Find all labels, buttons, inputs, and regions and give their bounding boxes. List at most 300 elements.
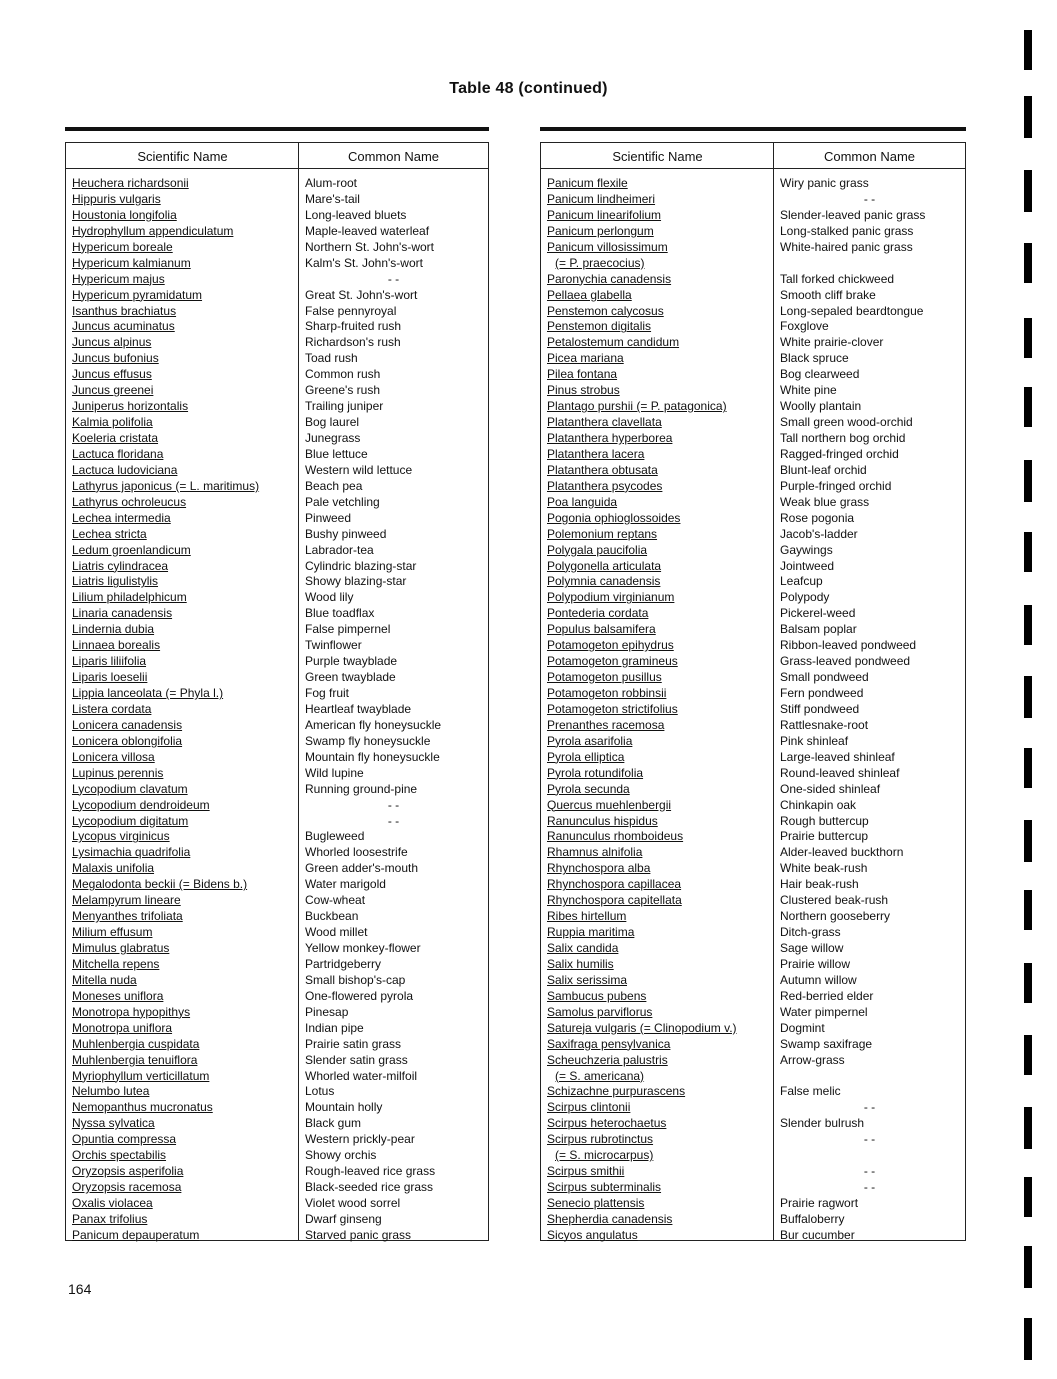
common-name-cell: - -	[863, 191, 876, 206]
common-name-cell: Gaywings	[780, 542, 833, 557]
common-name-cell: Bushy pinweed	[305, 526, 387, 541]
scientific-name-cell: Linnaea borealis	[72, 638, 161, 653]
registration-mark	[1024, 170, 1032, 212]
table-row	[66, 463, 488, 479]
table-row	[66, 622, 488, 638]
table-row	[66, 527, 488, 543]
table-row	[541, 351, 965, 367]
scientific-name-cell: Ranunculus hispidus	[547, 813, 658, 828]
table-row	[66, 654, 488, 670]
scientific-name-cell: Rhynchospora capillacea	[547, 877, 682, 892]
common-name-cell: Water pimpernel	[780, 1004, 868, 1019]
scientific-name-cell: Lycopodium clavatum	[72, 781, 188, 796]
common-name-cell: Woolly plantain	[780, 399, 862, 414]
common-name-cell: Wood lily	[305, 590, 354, 605]
table-row	[541, 1100, 965, 1116]
scientific-name-cell: Scheuchzeria palustris	[547, 1052, 668, 1067]
common-name-cell: Pink shinleaf	[780, 733, 849, 748]
table-row	[66, 1069, 488, 1085]
table-row	[541, 718, 965, 734]
common-name-cell: - -	[863, 1164, 876, 1179]
table-row	[541, 606, 965, 622]
scientific-name-cell: Platanthera lacera	[547, 446, 645, 461]
table-row	[541, 957, 965, 973]
common-name-cell: Beach pea	[305, 478, 363, 493]
table-row	[541, 272, 965, 288]
common-name-cell: Twinflower	[305, 638, 362, 653]
common-name-cell: Running ground-pine	[305, 781, 418, 796]
common-name-cell: - -	[387, 271, 400, 286]
registration-mark	[1024, 532, 1032, 572]
scientific-name-cell: Liparis loeselii	[72, 670, 148, 685]
scientific-name-cell: Juncus effusus	[72, 367, 152, 382]
common-name-cell: Common rush	[305, 367, 381, 382]
common-name-cell: Tall northern bog orchid	[780, 431, 906, 445]
scientific-name-cell: Panicum flexile	[547, 176, 628, 190]
table-row	[541, 766, 965, 782]
registration-mark	[1024, 820, 1032, 862]
scientific-name-cell: Melampyrum lineare	[72, 893, 181, 908]
table-row	[541, 861, 965, 877]
common-name-cell: Pinweed	[305, 510, 352, 525]
column-header-scientific-name: Scientific Name	[612, 149, 703, 164]
scientific-name-cell: Pyrola secunda	[547, 781, 630, 796]
scientific-name-cell: Penstemon calycosus	[547, 303, 664, 318]
common-name-cell: Western wild lettuce	[305, 462, 413, 477]
table-row	[541, 798, 965, 814]
common-name-cell: Starved panic grass	[305, 1227, 412, 1242]
common-name-cell: Chinkapin oak	[780, 797, 857, 812]
common-name-cell: Bog clearweed	[780, 367, 860, 382]
common-name-cell: Green twayblade	[305, 670, 396, 685]
scientific-name-cell: Monotropa uniflora	[72, 1020, 173, 1035]
scientific-name-cell: Scirpus clintonii	[547, 1100, 631, 1115]
table-row	[66, 1037, 488, 1053]
table-row	[541, 479, 965, 495]
common-name-cell: Purple twayblade	[305, 654, 398, 669]
scientific-name-cell: Lonicera villosa	[72, 749, 155, 764]
common-name-cell: Pickerel-weed	[780, 606, 856, 621]
scientific-name-cell: Lactuca ludoviciana	[72, 462, 178, 477]
table-row	[541, 1021, 965, 1037]
common-name-cell: Long-leaved bluets	[305, 207, 407, 222]
common-name-cell: False pennyroyal	[305, 303, 397, 318]
common-name-cell: Partridgeberry	[305, 956, 382, 971]
table-row	[66, 288, 488, 304]
common-name-cell: Autumn willow	[780, 972, 857, 987]
common-name-cell: Small bishop's-cap	[305, 972, 406, 987]
scientific-name-cell: Ledum groenlandicum	[72, 542, 191, 557]
common-name-cell: Richardson's rush	[305, 335, 401, 350]
common-name-cell: Black gum	[305, 1116, 362, 1131]
common-name-cell: American fly honeysuckle	[305, 717, 442, 732]
common-name-cell: Blue lettuce	[305, 446, 368, 461]
table-row	[66, 1164, 488, 1180]
scientific-name-cell: Lonicera canadensis	[72, 717, 183, 732]
table-row	[66, 670, 488, 686]
table-row	[541, 559, 965, 575]
scientific-name-cell: Pellaea glabella	[547, 287, 632, 302]
scientific-name-cell: Scirpus rubrotinctus	[547, 1132, 654, 1147]
common-name-cell: Small green wood-orchid	[780, 415, 913, 430]
table-row	[541, 1037, 965, 1053]
registration-mark	[1024, 318, 1032, 358]
registration-mark	[1024, 1177, 1032, 1217]
scientific-name-cell: Lysimachia quadrifolia	[72, 845, 191, 860]
scientific-name-cell: Milium effusum	[72, 925, 153, 940]
common-name-cell: - -	[387, 797, 400, 812]
common-name-cell: Bur cucumber	[780, 1227, 855, 1242]
common-name-cell: Grass-leaved pondweed	[780, 654, 911, 669]
table-row	[66, 192, 488, 208]
common-name-cell: Alum-root	[305, 176, 358, 190]
common-name-cell: Long-sepaled beardtongue	[780, 303, 924, 318]
common-name-cell: Northern gooseberry	[780, 909, 891, 924]
table-row	[66, 447, 488, 463]
scientific-name-cell: Lupinus perennis	[72, 765, 164, 780]
scientific-name-cell: Shepherdia canadensis	[547, 1211, 673, 1226]
scientific-name-cell: Opuntia compressa	[72, 1132, 177, 1147]
scientific-name-cell: Orchis spectabilis	[72, 1148, 167, 1163]
common-name-cell: - -	[863, 1180, 876, 1195]
table-row	[66, 399, 488, 415]
table-row	[66, 1053, 488, 1069]
table-row	[541, 925, 965, 941]
table-row	[66, 272, 488, 288]
table-row	[541, 670, 965, 686]
registration-mark	[1024, 1318, 1032, 1360]
scientific-name-cell: Heuchera richardsonii	[72, 176, 189, 190]
table-row	[66, 415, 488, 431]
common-name-cell: Arrow-grass	[780, 1052, 845, 1067]
common-name-cell: Round-leaved shinleaf	[780, 765, 900, 780]
scientific-name-cell: Quercus muehlenbergii	[547, 797, 672, 812]
common-name-cell: Bugleweed	[305, 829, 365, 844]
scientific-name-cell: Mimulus glabratus	[72, 941, 170, 955]
table-row	[66, 989, 488, 1005]
table-row	[66, 782, 488, 798]
scientific-name-cell: Sicyos angulatus	[547, 1227, 638, 1242]
table-row	[541, 989, 965, 1005]
table-row	[66, 479, 488, 495]
table-row	[66, 1196, 488, 1212]
page-number: 164	[68, 1281, 92, 1297]
table-row	[66, 431, 488, 447]
registration-mark	[1024, 605, 1032, 645]
right-species-table	[540, 142, 966, 1241]
common-name-cell: Rattlesnake-root	[780, 717, 869, 732]
table-row	[541, 1069, 965, 1085]
common-name-cell: White pine	[780, 383, 837, 398]
scientific-name-cell: Ruppia maritima	[547, 925, 635, 940]
table-row	[66, 861, 488, 877]
table-row	[66, 304, 488, 320]
table-row	[66, 750, 488, 766]
common-name-cell: White-haired panic grass	[780, 239, 913, 254]
left-top-rule	[65, 127, 489, 131]
scientific-name-cell: Nemopanthus mucronatus	[72, 1100, 213, 1115]
table-row	[66, 1148, 488, 1164]
table-row	[541, 574, 965, 590]
scientific-name-cell: Panicum depauperatum	[72, 1227, 200, 1242]
scientific-name-cell: Liparis liliifolia	[72, 654, 147, 669]
scientific-name-cell: Platanthera obtusata	[547, 462, 658, 477]
table-row	[541, 176, 965, 192]
scientific-name-cell: Rhamnus alnifolia	[547, 845, 643, 860]
table-row	[541, 622, 965, 638]
common-name-cell: Heartleaf twayblade	[305, 701, 412, 716]
table-row	[66, 367, 488, 383]
scientific-name-cell: Houstonia longifolia	[72, 207, 177, 222]
scientific-name-cell: Lycopodium digitatum	[72, 813, 189, 828]
scientific-name-cell: Panicum linearifolium	[547, 207, 662, 222]
registration-mark	[1024, 748, 1032, 788]
table-row	[541, 527, 965, 543]
table-row	[541, 893, 965, 909]
registration-mark	[1024, 243, 1032, 283]
scientific-name-cell: Panicum villosissimum	[547, 239, 668, 254]
table-row	[66, 909, 488, 925]
table-row	[541, 909, 965, 925]
scientific-name-cell: Nelumbo lutea	[72, 1084, 150, 1099]
scientific-name-cell: Muhlenbergia tenuiflora	[72, 1052, 198, 1067]
table-row	[66, 973, 488, 989]
scientific-name-cell: Panicum perlongum	[547, 223, 654, 238]
scientific-name-cell: Salix serissima	[547, 972, 628, 987]
table-row	[541, 686, 965, 702]
common-name-cell: Western prickly-pear	[305, 1132, 415, 1147]
scientific-name-cell: Platanthera psycodes	[547, 478, 663, 493]
common-name-cell: Black spruce	[780, 351, 849, 366]
table-row	[66, 335, 488, 351]
table-row	[66, 829, 488, 845]
common-name-cell: Cylindric blazing-star	[305, 558, 417, 573]
table-row	[66, 893, 488, 909]
scientific-name-cell: Juncus acuminatus	[72, 319, 175, 334]
scientific-name-cell: Hippuris vulgaris	[72, 191, 161, 206]
table-row	[66, 766, 488, 782]
table-row	[541, 224, 965, 240]
scientific-name-cell: Pyrola asarifolia	[547, 733, 633, 748]
registration-mark	[1024, 890, 1032, 930]
common-name-cell: Labrador-tea	[305, 542, 374, 557]
table-row	[541, 288, 965, 304]
table-row	[541, 1228, 965, 1244]
table-row	[541, 367, 965, 383]
common-name-cell: One-flowered pyrola	[305, 988, 414, 1003]
table-row	[541, 1196, 965, 1212]
common-name-cell: Dwarf ginseng	[305, 1211, 382, 1226]
scientific-name-cell: Hydrophyllum appendiculatum	[72, 223, 234, 238]
table-row	[541, 543, 965, 559]
common-name-cell: Blue toadflax	[305, 606, 375, 621]
scientific-name-cell: Scirpus subterminalis	[547, 1180, 662, 1195]
table-row	[66, 590, 488, 606]
table-body	[66, 176, 488, 1244]
table-row	[66, 702, 488, 718]
common-name-cell: White prairie-clover	[780, 335, 884, 350]
scientific-name-cell: Potamogeton robbinsii	[547, 686, 667, 700]
table-row	[541, 319, 965, 335]
common-name-cell: Greene's rush	[305, 383, 380, 398]
common-name-cell: Jointweed	[780, 558, 835, 573]
table-row	[541, 1005, 965, 1021]
scientific-name-cell: Listera cordata	[72, 701, 152, 716]
scientific-name-cell: Malaxis unifolia	[72, 861, 155, 876]
table-row	[66, 543, 488, 559]
scientific-name-cell: (= S. microcarpus)	[555, 1148, 654, 1163]
scientific-name-cell: Salix humilis	[547, 956, 614, 971]
scientific-name-cell: Polypodium virginianum	[547, 590, 675, 605]
registration-mark	[1024, 1246, 1032, 1288]
table-row	[66, 814, 488, 830]
scientific-name-cell: Hypericum pyramidatum	[72, 287, 203, 302]
table-row	[66, 718, 488, 734]
table-row	[66, 319, 488, 335]
scientific-name-cell: Samolus parviflorus	[547, 1004, 653, 1019]
scientific-name-cell: Mitchella repens	[72, 956, 160, 971]
table-row	[66, 1100, 488, 1116]
scientific-name-cell: Muhlenbergia cuspidata	[72, 1036, 200, 1051]
scientific-name-cell: Senecio plattensis	[547, 1196, 645, 1210]
common-name-cell: Sage willow	[780, 941, 844, 955]
scientific-name-cell: Satureja vulgaris (= Clinopodium v.)	[547, 1020, 737, 1035]
common-name-cell: Purple-fringed orchid	[780, 478, 892, 493]
scientific-name-cell: Juncus alpinus	[72, 335, 152, 350]
table-header	[66, 143, 488, 169]
table-row	[541, 877, 965, 893]
table-row	[541, 415, 965, 431]
scientific-name-cell: Oryzopsis asperifolia	[72, 1164, 184, 1179]
table-row	[66, 383, 488, 399]
common-name-cell: Large-leaved shinleaf	[780, 749, 895, 764]
table-row	[541, 1148, 965, 1164]
scientific-name-cell: Liatris ligulistylis	[72, 574, 159, 589]
common-name-cell: Tall forked chickweed	[780, 271, 895, 286]
scientific-name-cell: Moneses uniflora	[72, 988, 164, 1003]
common-name-cell: False melic	[780, 1084, 841, 1099]
common-name-cell: Water marigold	[305, 877, 386, 892]
common-name-cell: Indian pipe	[305, 1020, 364, 1035]
common-name-cell: Dogmint	[780, 1020, 825, 1035]
common-name-cell: Prairie willow	[780, 956, 851, 971]
scientific-name-cell: Pyrola elliptica	[547, 749, 625, 764]
table-row	[541, 845, 965, 861]
table-row	[66, 351, 488, 367]
scientific-name-cell: Oxalis violacea	[72, 1196, 153, 1210]
table-row	[541, 304, 965, 320]
scientific-name-cell: Rhynchospora alba	[547, 861, 651, 876]
table-row	[541, 1084, 965, 1100]
common-name-cell: Mountain holly	[305, 1100, 383, 1115]
common-name-cell: Fog fruit	[305, 686, 350, 700]
scientific-name-cell: Nyssa sylvatica	[72, 1116, 155, 1131]
scientific-name-cell: Pogonia ophioglossoides	[547, 510, 681, 525]
table-row	[541, 702, 965, 718]
common-name-cell: Mountain fly honeysuckle	[305, 749, 440, 764]
common-name-cell: Wild lupine	[305, 765, 364, 780]
scientific-name-cell: Petalostemum candidum	[547, 335, 680, 350]
common-name-cell: Cow-wheat	[305, 893, 366, 908]
scientific-name-cell: Potamogeton pusillus	[547, 670, 662, 685]
table-row	[66, 511, 488, 527]
table-row	[66, 1116, 488, 1132]
common-name-cell: Showy orchis	[305, 1148, 377, 1163]
table-row	[66, 1180, 488, 1196]
scientific-name-cell: Salix candida	[547, 941, 619, 955]
common-name-cell	[774, 256, 965, 272]
table-header	[541, 143, 965, 169]
table-row	[66, 574, 488, 590]
table-row	[66, 941, 488, 957]
table-row	[541, 1132, 965, 1148]
common-name-cell: Bog laurel	[305, 415, 360, 430]
common-name-cell: Slender satin grass	[305, 1052, 408, 1067]
scientific-name-cell: Scirpus heterochaetus	[547, 1116, 667, 1131]
scientific-name-cell: Lactuca floridana	[72, 446, 164, 461]
page-title: Table 48 (continued)	[449, 80, 608, 97]
scientific-name-cell: Isanthus brachiatus	[72, 303, 177, 318]
common-name-cell: Violet wood sorrel	[305, 1196, 401, 1210]
scientific-name-cell: Juncus bufonius	[72, 351, 159, 366]
common-name-cell: Stiff pondweed	[780, 701, 860, 716]
common-name-cell: Junegrass	[305, 431, 361, 445]
common-name-cell: Rough buttercup	[780, 813, 869, 828]
scientific-name-cell: Monotropa hypopithys	[72, 1004, 191, 1019]
scientific-name-cell: Lindernia dubia	[72, 622, 155, 637]
common-name-cell: - -	[863, 1132, 876, 1147]
common-name-cell: Kalm's St. John's-wort	[305, 255, 423, 270]
common-name-cell: Black-seeded rice grass	[305, 1180, 434, 1195]
table-row	[541, 1053, 965, 1069]
table-row	[541, 782, 965, 798]
table-row	[541, 447, 965, 463]
scientific-name-cell: Platanthera clavellata	[547, 415, 662, 430]
common-name-cell: White beak-rush	[780, 861, 868, 876]
table-row	[66, 877, 488, 893]
scientific-name-cell: Platanthera hyperborea	[547, 431, 673, 445]
common-name-cell: Whorled loosestrife	[305, 845, 408, 860]
scientific-name-cell: Potamogeton epihydrus	[547, 638, 674, 653]
table-row	[66, 686, 488, 702]
scientific-name-cell: Poa languida	[547, 494, 618, 509]
common-name-cell: Balsam poplar	[780, 622, 857, 637]
scientific-name-cell: Picea mariana	[547, 351, 624, 366]
column-header-common-name: Common Name	[823, 149, 916, 164]
scientific-name-cell: Sambucus pubens	[547, 988, 647, 1003]
table-row	[541, 750, 965, 766]
common-name-cell: Sharp-fruited rush	[305, 319, 402, 334]
common-name-cell: Rose pogonia	[780, 510, 855, 525]
common-name-cell: Buffaloberry	[780, 1211, 845, 1226]
common-name-cell: Prairie satin grass	[305, 1036, 402, 1051]
common-name-cell: Polypody	[780, 590, 830, 605]
scientific-name-cell: Juniperus horizontalis	[72, 399, 189, 414]
scientific-name-cell: Hypericum kalmianum	[72, 255, 191, 270]
common-name-cell: Pale vetchling	[305, 494, 380, 509]
scientific-name-cell: Mitella nuda	[72, 972, 137, 987]
table-row	[541, 431, 965, 447]
scientific-name-cell: Polygonella articulata	[547, 558, 662, 573]
common-name-cell	[774, 1148, 965, 1164]
common-name-cell	[774, 1069, 965, 1085]
common-name-cell: Showy blazing-star	[305, 574, 407, 589]
table-row	[66, 638, 488, 654]
common-name-cell: Prairie ragwort	[780, 1196, 859, 1210]
scientific-name-cell: Potamogeton strictifolius	[547, 701, 678, 716]
common-name-cell: Fern pondweed	[780, 686, 864, 700]
common-name-cell: Swamp fly honeysuckle	[305, 733, 431, 748]
